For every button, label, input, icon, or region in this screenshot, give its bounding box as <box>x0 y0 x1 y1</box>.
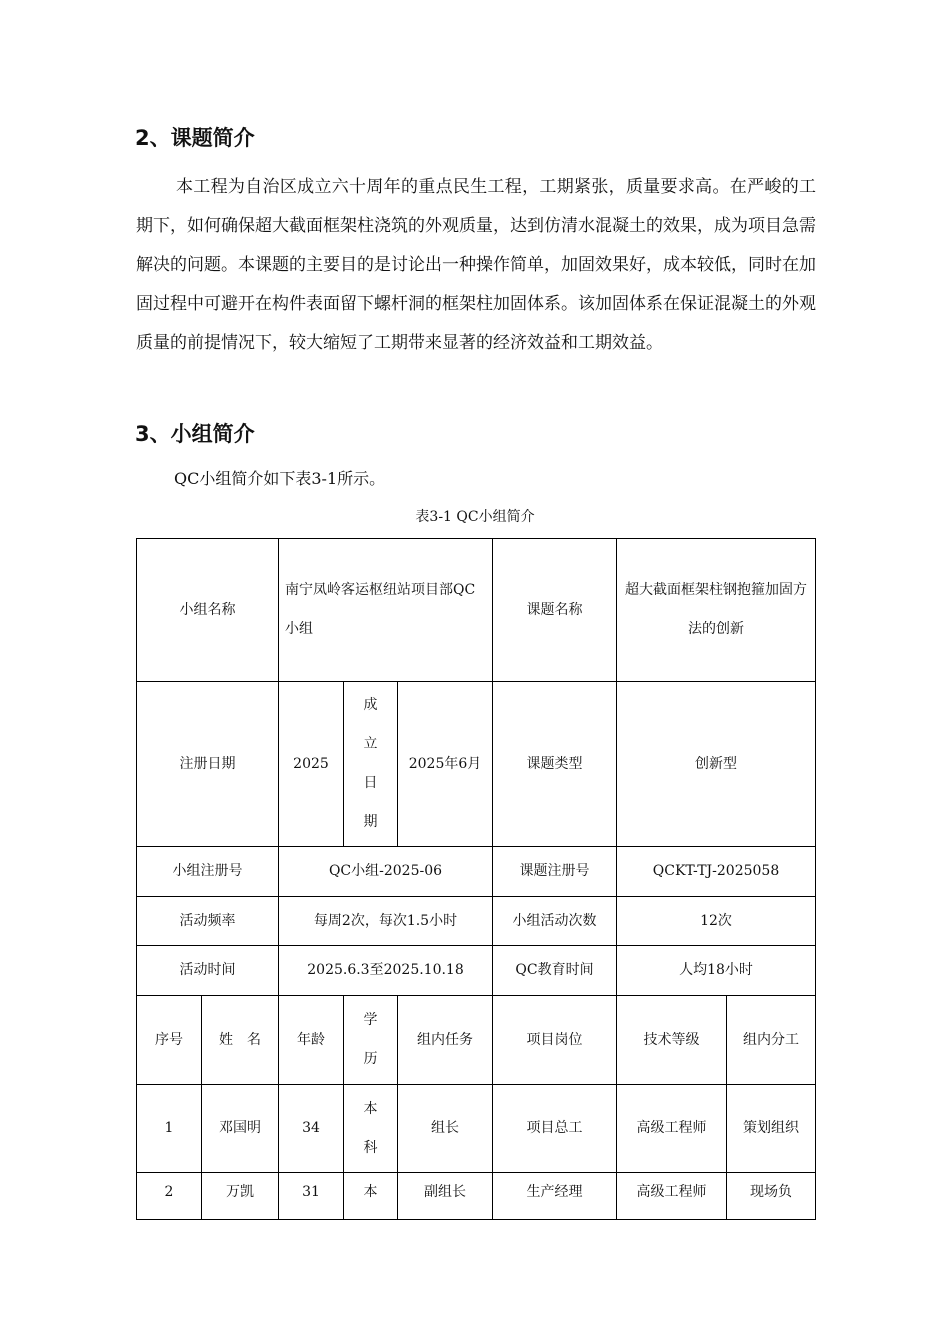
member-cell: 34 <box>279 1085 344 1173</box>
activity-time-label: 活动时间 <box>137 946 279 996</box>
member-cell: 本科 <box>344 1085 398 1173</box>
member-cell: 万凯 <box>202 1173 279 1220</box>
member-cell: 邓国明 <box>202 1085 279 1173</box>
table-intro: QC小组简介如下表3-1所示。 <box>174 469 386 488</box>
edu-time-label: QC教育时间 <box>493 946 617 996</box>
table-row <box>137 897 816 946</box>
topic-type-value: 创新型 <box>617 682 816 847</box>
header-cell: 姓 名 <box>202 996 279 1085</box>
table-row <box>137 946 816 996</box>
member-cell: 31 <box>279 1173 344 1220</box>
header-cell: 项目岗位 <box>493 996 617 1085</box>
activity-count-value: 12次 <box>617 897 816 946</box>
reg-date-label: 注册日期 <box>137 682 279 847</box>
member-cell: 策划组织 <box>727 1085 816 1173</box>
header-cell: 年龄 <box>279 996 344 1085</box>
section-2-heading: 2、课题简介 <box>135 126 255 150</box>
member-cell: 高级工程师 <box>617 1085 727 1173</box>
table-row <box>137 682 816 847</box>
member-cell: 2 <box>137 1173 202 1220</box>
topic-reg-no-label: 课题注册号 <box>493 847 617 897</box>
group-name-label: 小组名称 <box>137 539 279 682</box>
group-reg-no-label: 小组注册号 <box>137 847 279 897</box>
header-cell: 学历 <box>344 996 398 1085</box>
header-cell: 组内任务 <box>398 996 493 1085</box>
member-cell: 1 <box>137 1085 202 1173</box>
member-cell: 生产经理 <box>493 1173 617 1220</box>
qc-group-table <box>136 538 816 1220</box>
header-cell: 技术等级 <box>617 996 727 1085</box>
table-row <box>137 847 816 897</box>
header-cell: 组内分工 <box>727 996 816 1085</box>
member-cell: 高级工程师 <box>617 1173 727 1220</box>
section-3-heading: 3、小组简介 <box>135 422 255 446</box>
topic-reg-no-value: QCKT-TJ-2025058 <box>617 847 816 897</box>
member-cell: 项目总工 <box>493 1085 617 1173</box>
member-row <box>137 1085 816 1173</box>
group-reg-no-value: QC小组-2025-06 <box>279 847 493 897</box>
member-cell: 本 <box>344 1173 398 1220</box>
member-cell: 现场负 <box>727 1173 816 1220</box>
topic-type-label: 课题类型 <box>493 682 617 847</box>
edu-time-value: 人均18小时 <box>617 946 816 996</box>
found-date-label: 成立日期 <box>344 682 398 847</box>
header-cell: 序号 <box>137 996 202 1085</box>
member-cell: 组长 <box>398 1085 493 1173</box>
member-cell: 副组长 <box>398 1173 493 1220</box>
member-header-row <box>137 996 816 1085</box>
topic-name-label: 课题名称 <box>493 539 617 682</box>
group-name-value: 南宁凤岭客运枢纽站项目部QC小组 <box>279 539 493 682</box>
member-row <box>137 1173 816 1220</box>
activity-time-value: 2025.6.3至2025.10.18 <box>279 946 493 996</box>
section-2-body: 本工程为自治区成立六十周年的重点民生工程，工期紧张，质量要求高。在严峻的工期下，如何确保超大截面框架柱浇筑的外观质量，达到仿清水混凝土的效果，成为项目急需解决的问题。本课题的主要目的是讨论出一种操作简单，加固效果好，成本较低，同时在加固过程中可避开在构件表面留下螺杆洞的框架柱加固体系。该加固体系在保证混凝土的外观质量的前提情况下，较大缩短了工期带来显著的经济效益和工期效益。 <box>136 177 816 353</box>
activity-count-label: 小组活动次数 <box>493 897 617 946</box>
table-caption: 表3-1 QC小组简介 <box>415 509 535 525</box>
frequency-label: 活动频率 <box>137 897 279 946</box>
frequency-value: 每周2次，每次1.5小时 <box>279 897 493 946</box>
reg-date-value: 2025 <box>279 682 344 847</box>
table-row <box>137 539 816 682</box>
found-date-value: 2025年6月 <box>398 682 493 847</box>
topic-name-value: 超大截面框架柱钢抱箍加固方法的创新 <box>617 539 816 682</box>
